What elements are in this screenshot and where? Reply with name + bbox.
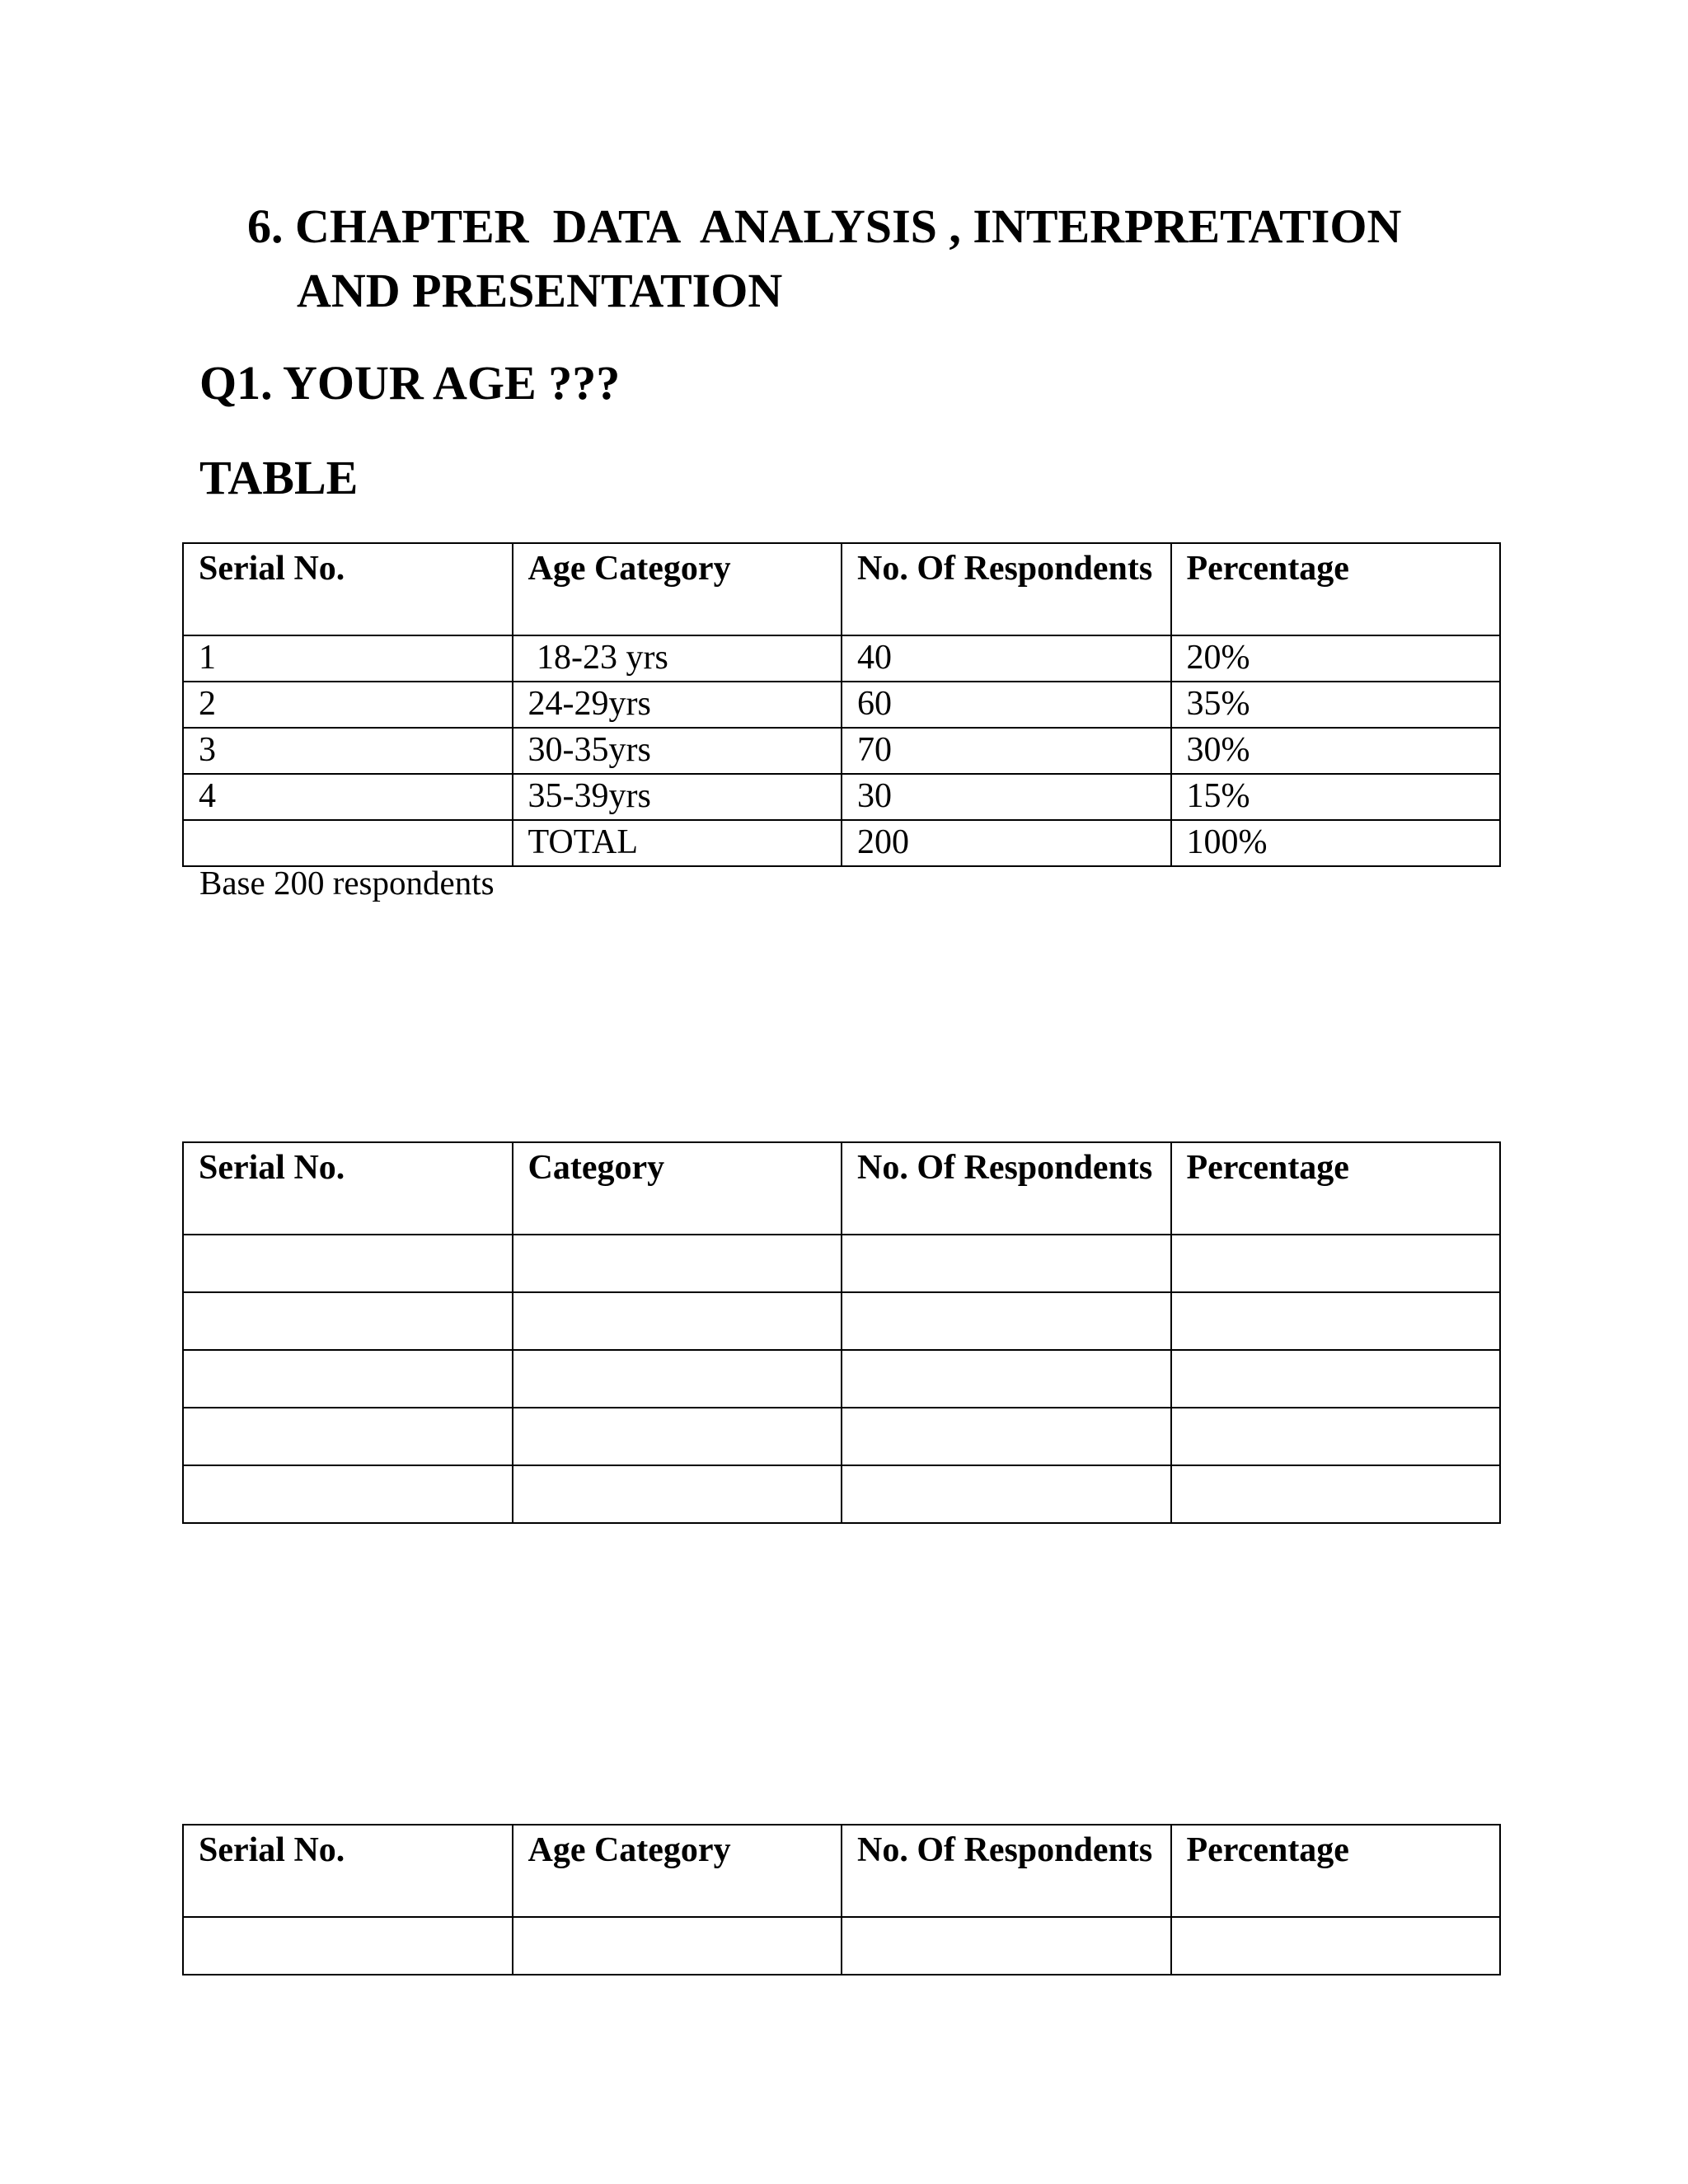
empty-cell — [513, 1408, 842, 1465]
empty-cell — [1171, 1408, 1501, 1465]
header-cell: Percentage — [1171, 543, 1501, 635]
empty-table-row — [183, 1408, 1500, 1465]
empty-cell — [513, 1235, 842, 1292]
header-cell: No. Of Respondents — [842, 1142, 1171, 1235]
table-row — [183, 635, 1500, 682]
empty-cell — [183, 1917, 513, 1975]
empty-cell — [842, 1350, 1171, 1408]
empty-cell — [513, 1292, 842, 1350]
header-cell: No. Of Respondents — [842, 1825, 1171, 1917]
empty-cell — [842, 1408, 1171, 1465]
table-cell: 2 — [183, 682, 513, 728]
empty-cell — [1171, 1292, 1501, 1350]
question-title: Q1. YOUR AGE ??? — [199, 356, 621, 410]
table-total-row — [183, 820, 1500, 866]
table-cell: 30-35yrs — [513, 728, 842, 774]
empty-table-row — [183, 1292, 1500, 1350]
empty-table-row — [183, 1917, 1500, 1975]
header-cell: Age Category — [513, 1825, 842, 1917]
table-cell: 200 — [842, 820, 1171, 866]
header-cell: Serial No. — [183, 1825, 513, 1917]
table-cell: 35% — [1171, 682, 1501, 728]
table-label: TABLE — [199, 451, 359, 504]
table-row — [183, 682, 1500, 728]
table-cell: 70 — [842, 728, 1171, 774]
table-cell — [183, 820, 513, 866]
table-cell: 100% — [1171, 820, 1501, 866]
table-row — [183, 728, 1500, 774]
empty-cell — [183, 1292, 513, 1350]
table-cell: 30 — [842, 774, 1171, 820]
table-cell: 40 — [842, 635, 1171, 682]
header-cell: Category — [513, 1142, 842, 1235]
table-cell: 30% — [1171, 728, 1501, 774]
age-table — [182, 542, 1501, 867]
empty-cell — [842, 1917, 1171, 1975]
empty-cell — [1171, 1235, 1501, 1292]
empty-cell — [842, 1235, 1171, 1292]
chapter-heading — [247, 194, 1566, 323]
empty-cell — [1171, 1350, 1501, 1408]
empty-cell — [1171, 1465, 1501, 1523]
table-cell: 60 — [842, 682, 1171, 728]
empty-table-row — [183, 1235, 1500, 1292]
chapter-heading-line-2: AND PRESENTATION — [297, 264, 783, 317]
table-cell: 24-29yrs — [513, 682, 842, 728]
empty-cell — [842, 1292, 1171, 1350]
table-cell: 20% — [1171, 635, 1501, 682]
header-cell: Percentage — [1171, 1825, 1501, 1917]
header-cell: No. Of Respondents — [842, 543, 1171, 635]
header-cell: Percentage — [1171, 1142, 1501, 1235]
age-table-2 — [182, 1824, 1501, 1975]
table-header-row — [183, 543, 1500, 635]
empty-cell — [183, 1408, 513, 1465]
chapter-heading-line-1: 6. CHAPTER DATA ANALYSIS , INTERPRETATION — [247, 199, 1402, 253]
empty-table-row — [183, 1350, 1500, 1408]
table-cell: 1 — [183, 635, 513, 682]
base-note: Base 200 respondents — [199, 864, 495, 902]
table-cell: 4 — [183, 774, 513, 820]
table-cell: 18-23 yrs — [513, 635, 842, 682]
table-cell: 35-39yrs — [513, 774, 842, 820]
header-cell: Serial No. — [183, 1142, 513, 1235]
header-cell: Serial No. — [183, 543, 513, 635]
table-cell: 15% — [1171, 774, 1501, 820]
table-cell: 3 — [183, 728, 513, 774]
table-header-row — [183, 1825, 1500, 1917]
table-cell: TOTAL — [513, 820, 842, 866]
table-header-row — [183, 1142, 1500, 1235]
table-row — [183, 774, 1500, 820]
empty-table-row — [183, 1465, 1500, 1523]
header-cell: Age Category — [513, 543, 842, 635]
empty-cell — [1171, 1917, 1501, 1975]
empty-cell — [183, 1235, 513, 1292]
empty-cell — [842, 1465, 1171, 1523]
empty-cell — [183, 1350, 513, 1408]
empty-cell — [183, 1465, 513, 1523]
empty-cell — [513, 1465, 842, 1523]
empty-cell — [513, 1917, 842, 1975]
empty-cell — [513, 1350, 842, 1408]
category-table — [182, 1141, 1501, 1524]
